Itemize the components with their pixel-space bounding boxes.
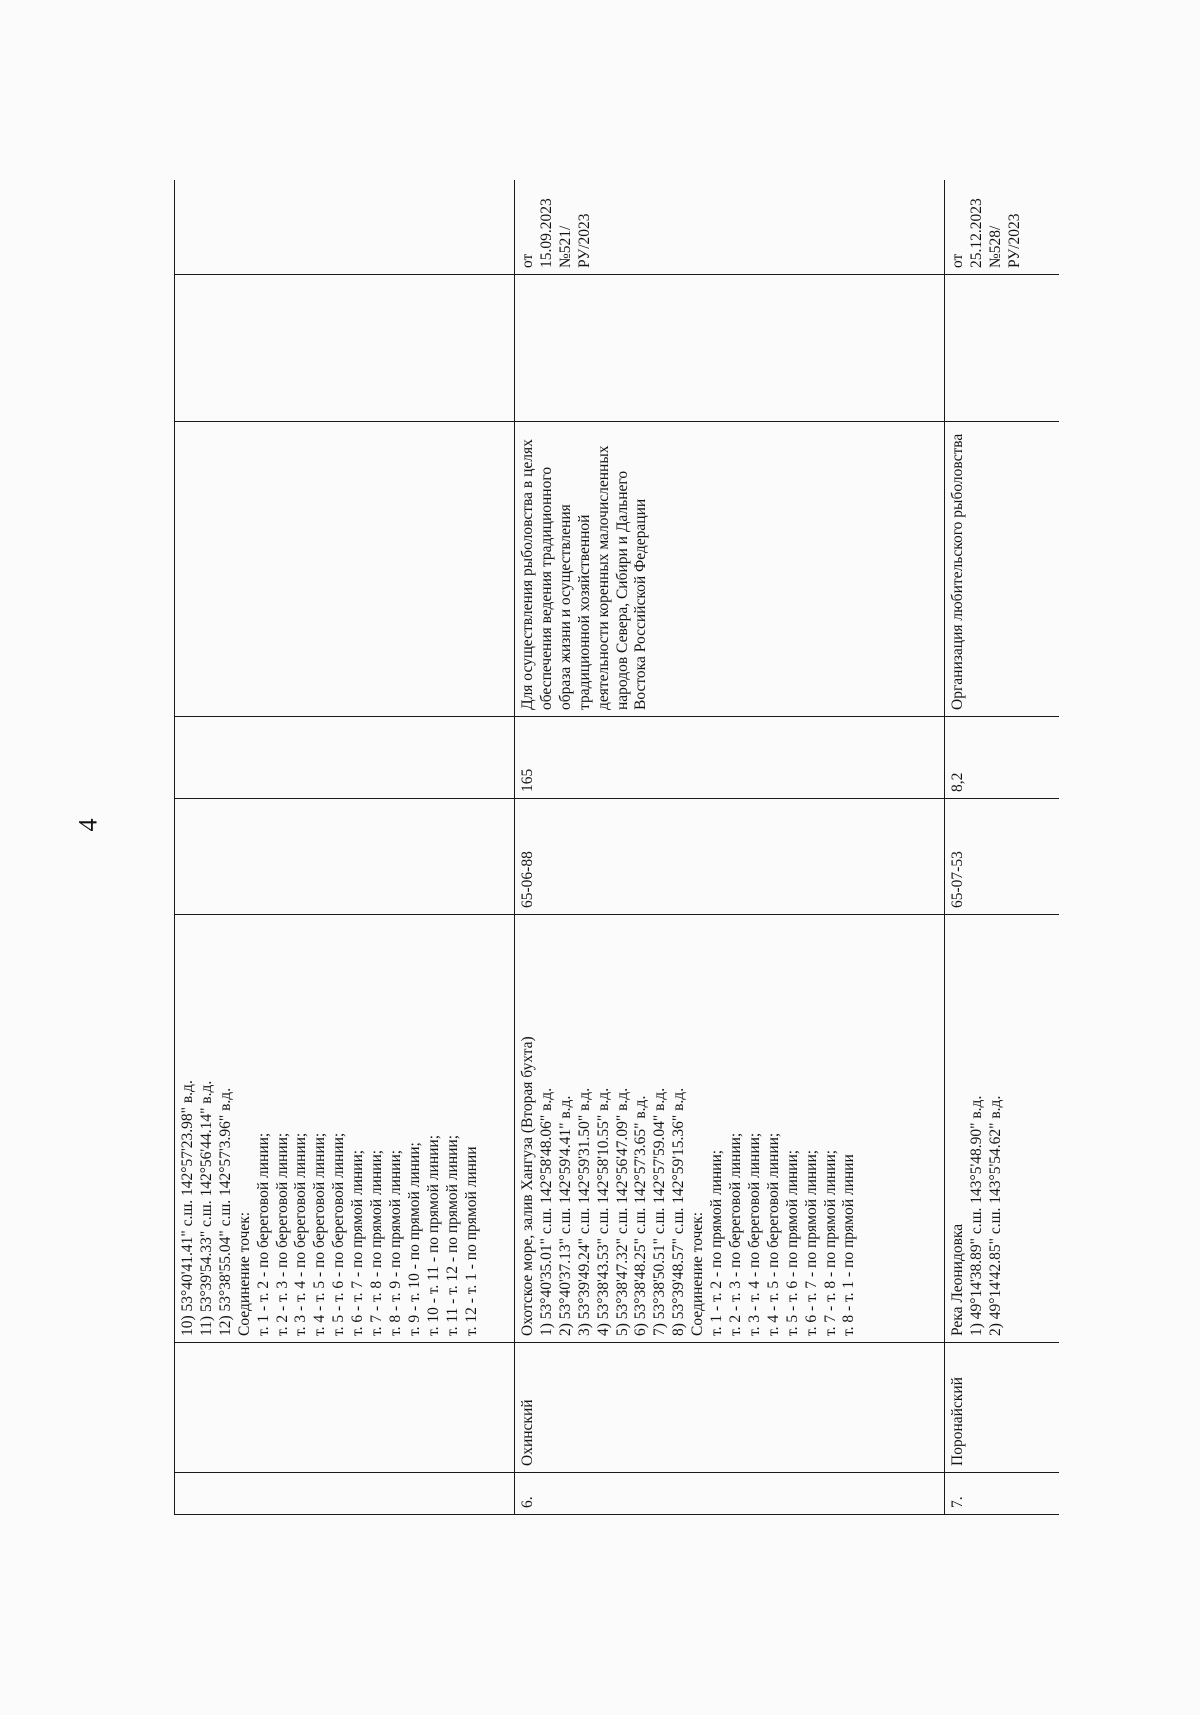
- connection-line: т. 5 - т. 6 - по прямой линии;: [783, 1149, 801, 1336]
- empty-cell: [515, 275, 945, 422]
- coordinate-line: 11) 53°39'54.33" с.ш. 142°56'44.14" в.д.: [197, 1080, 215, 1336]
- connection-line: т. 4 - т. 5 - по береговой линии;: [311, 1132, 329, 1336]
- rotated-table-container: [174, 180, 1059, 1515]
- water-body-name: Река Леонидовка: [949, 1223, 966, 1336]
- connection-line: т. 10 - т. 11 - по прямой линии;: [424, 1134, 442, 1336]
- fishing-sites-table: [174, 180, 1059, 1515]
- decision-cell: [175, 180, 515, 275]
- row-number-cell: 6.: [515, 1473, 945, 1515]
- table-row: [175, 180, 515, 1515]
- coordinate-line: 5) 53°38'47.32" с.ш. 142°56'47.09" в.д.: [613, 1087, 631, 1336]
- decision-date: от 15.09.2023: [519, 198, 555, 268]
- connection-line: т. 12 - т. 1 - по прямой линии: [462, 1146, 480, 1336]
- water-body-name: Охотское море, залив Хангуза (Вторая бухта): [519, 1036, 536, 1336]
- row-number-cell: 7.: [945, 1473, 1060, 1515]
- coordinate-line: 8) 53°39'48.57" с.ш. 142°59'15.36" в.д.: [670, 1087, 688, 1336]
- purpose-cell: [175, 422, 515, 717]
- rotated-table-wrapper: [174, 180, 1059, 1515]
- page-number: 4: [73, 818, 103, 832]
- coordinate-line: 2) 49°14'42.85" с.ш. 143°5'54.62" в.д.: [986, 1095, 1004, 1336]
- coordinate-line: 10) 53°40'41.41" с.ш. 142°57'23.98" в.д.: [179, 1080, 196, 1336]
- connection-line: т. 5 - т. 6 - по береговой линии;: [330, 1132, 348, 1336]
- district-cell: Охинский: [515, 1343, 945, 1473]
- connection-line: т. 6 - т. 7 - по прямой линии;: [349, 1149, 367, 1336]
- empty-cell: [945, 275, 1060, 422]
- area-cell: [175, 717, 515, 799]
- coordinate-line: 7) 53°38'50.51" с.ш. 142°57'59.04" в.д.: [651, 1087, 669, 1336]
- coordinate-line: 1) 49°14'38.89" с.ш. 143°5'48.90" в.д.: [967, 1095, 985, 1336]
- code-cell: [175, 799, 515, 915]
- connection-heading: Соединение точек:: [235, 1211, 253, 1336]
- area-cell: 8,2: [945, 717, 1060, 799]
- district-cell: [175, 1343, 515, 1473]
- connection-line: т. 1 - т. 2 - по береговой линии;: [254, 1132, 272, 1336]
- coordinate-line: 3) 53°39'49.24" с.ш. 142°59'31.50" в.д.: [575, 1087, 593, 1336]
- connection-line: т. 7 - т. 8 - по прямой линии;: [821, 1149, 839, 1336]
- coordinates-cell: [515, 915, 945, 1343]
- connection-heading: Соединение точек:: [689, 1211, 707, 1336]
- empty-cell: [175, 275, 515, 422]
- coordinate-line: 6) 53°38'48.25" с.ш. 142°57'3.65" в.д.: [632, 1095, 650, 1336]
- code-cell: 65-06-88: [515, 799, 945, 915]
- purpose-cell: Организация любительского рыболовства: [945, 422, 1060, 717]
- decision-date: от 25.12.2023: [949, 198, 985, 268]
- coordinate-line: 1) 53°40'35.01" с.ш. 142°58'48.06" в.д.: [537, 1087, 555, 1336]
- connection-line: т. 8 - т. 1 - по прямой линии: [840, 1154, 858, 1336]
- decision-cell: [945, 180, 1060, 275]
- connection-line: т. 4 - т. 5 - по береговой линии;: [764, 1132, 782, 1336]
- coordinate-line: 12) 53°38'55.04" с.ш. 142°57'3.96" в.д.: [216, 1087, 234, 1336]
- district-cell: Поронайский: [945, 1343, 1060, 1473]
- connection-line: т. 8 - т. 9 - по прямой линии;: [386, 1149, 404, 1336]
- connection-line: т. 2 - т. 3 - по береговой линии;: [273, 1132, 291, 1336]
- connection-line: т. 11 - т. 12 - по прямой линии;: [443, 1134, 461, 1336]
- decision-number: №521/РУ/2023: [556, 213, 593, 268]
- row-number-cell: [175, 1473, 515, 1515]
- connection-line: т. 3 - т. 4 - по береговой линии;: [745, 1132, 763, 1336]
- coordinate-line: 2) 53°40'37.13" с.ш. 142°59'4.41" в.д.: [556, 1095, 574, 1336]
- table-row: [515, 180, 945, 1515]
- coordinates-cell: [945, 915, 1060, 1343]
- table-row: [945, 180, 1060, 1515]
- code-cell: 65-07-53: [945, 799, 1060, 915]
- connection-line: т. 1 - т. 2 - по прямой линии;: [708, 1149, 726, 1336]
- coordinate-line: 4) 53°38'43.53" с.ш. 142°58'10.55" в.д.: [594, 1087, 612, 1336]
- area-cell: 165: [515, 717, 945, 799]
- connection-line: т. 7 - т. 8 - по прямой линии;: [368, 1149, 386, 1336]
- connection-line: т. 2 - т. 3 - по береговой линии;: [726, 1132, 744, 1336]
- connection-line: т. 9 - т. 10 - по прямой линии;: [405, 1142, 423, 1336]
- connection-line: т. 6 - т. 7 - по прямой линии;: [802, 1149, 820, 1336]
- decision-number: №528/РУ/2023: [986, 213, 1023, 268]
- coordinates-cell: [175, 915, 515, 1343]
- purpose-cell: Для осуществления рыболовства в целях обеспечения ведения традиционного образа жизни и осуществления традиционной хозяйственной деятельности коренных малочисленных народов Севера, Сибири и Дальнего Востока Российской Федерации: [515, 422, 945, 717]
- decision-cell: [515, 180, 945, 275]
- connection-line: т. 3 - т. 4 - по береговой линии;: [292, 1132, 310, 1336]
